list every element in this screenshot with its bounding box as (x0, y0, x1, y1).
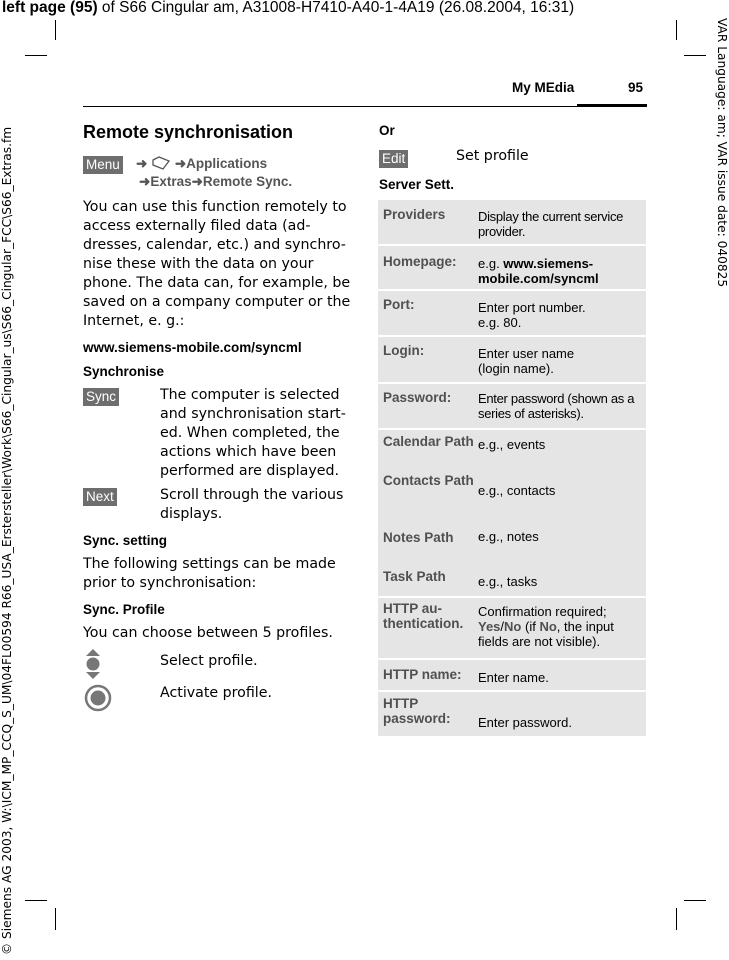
row-value: Enter password (shown as a series of asterisks). (478, 391, 635, 421)
row-value: Display the current service provider. (478, 209, 624, 239)
crop-mark (676, 908, 677, 930)
next-softkey (83, 486, 117, 506)
joystick-press-icon (84, 684, 112, 712)
row-value: e.g., tasks (478, 574, 538, 589)
row-key: Calendar Path (383, 434, 474, 449)
table-row (378, 430, 646, 598)
row-key: HTTP au-thentication. (383, 601, 464, 631)
value-prefix: e.g. (478, 256, 504, 271)
no-option: No (504, 619, 522, 634)
homepage-url: www.siemens-mobile.com/syncml (478, 256, 599, 286)
sync-description: The computer is selected and synchronisation start-ed. When completed, the actions which have been performed are displayed. (160, 387, 346, 479)
header-rule-thick (577, 104, 647, 107)
path-applications: Applications (186, 156, 268, 171)
row-key: Providers (383, 207, 446, 222)
variant-info: VAR Language: am; VAR issue date: 040825 (715, 18, 729, 288)
row-value: Enter name. (478, 670, 549, 685)
edit-softkey (379, 148, 408, 168)
row-key: Task Path (383, 569, 446, 584)
print-header (2, 0, 574, 17)
sync-profile-heading: Sync. Profile (83, 602, 165, 617)
header-rule (83, 106, 577, 107)
crop-mark (25, 55, 47, 56)
path-extras: Extras (150, 174, 192, 189)
arrow-icon: ➜ (191, 174, 203, 189)
value-line: Enter user name (478, 346, 575, 361)
copyright-path: © Siemens AG 2003, W:\ICM_MP_CCQ_S_UM\04FL00594 R66_USA_Erstersteller\Work\S66_Cingular_us\S66_Cingular_FCC\S66_Extras.fm (0, 126, 14, 955)
sync-setting-heading: Sync. setting (83, 533, 168, 548)
row-value: e.g., notes (478, 529, 539, 544)
edit-key: Edit (379, 150, 408, 168)
value-text: (if (521, 619, 540, 634)
crop-mark (55, 908, 56, 930)
menu-path-line2 (139, 174, 292, 190)
row-value (478, 256, 642, 286)
crop-mark (55, 20, 56, 40)
row-value: Enter password. (478, 715, 572, 730)
section-title: Remote synchronisation (83, 122, 294, 142)
sync-profile-text: You can choose between 5 profiles. (83, 625, 333, 641)
row-key: Login: (383, 343, 425, 358)
row-value: e.g., contacts (478, 483, 556, 498)
row-key: Port: (383, 297, 415, 312)
path-remote-sync: Remote Sync. (202, 174, 293, 189)
value-line: Enter port number. (478, 300, 586, 315)
table-row (378, 692, 646, 738)
row-value (478, 604, 642, 649)
arrow-icon: ➜ (139, 174, 151, 189)
row-value (478, 300, 642, 330)
page-side-label: left page (95) (2, 0, 98, 16)
server-settings-heading: Server Sett. (379, 177, 455, 192)
menu-key: Menu (83, 156, 123, 174)
yes-option: Yes (478, 619, 501, 634)
table-row (378, 337, 646, 384)
table-row (378, 200, 646, 246)
table-row (378, 291, 646, 337)
menu-path-line1 (136, 155, 267, 172)
running-head-section: My MEdia (512, 80, 575, 95)
table-row (378, 384, 646, 430)
row-key: Homepage: (383, 254, 457, 269)
row-key: Contacts Path (383, 473, 474, 488)
sync-setting-text: The following settings can be made prior to synchronisation: (83, 556, 336, 591)
row-key: Password: (383, 390, 452, 405)
sync-softkey (83, 386, 119, 406)
activate-profile-text: Activate profile. (160, 685, 272, 701)
table-row (378, 660, 646, 692)
navigation-key-icon (84, 648, 102, 680)
edit-description: Set profile (456, 148, 529, 164)
value-line: (login name). (478, 361, 554, 376)
table-row (378, 598, 646, 660)
select-profile-text: Select profile. (160, 653, 258, 669)
row-key: Notes Path (383, 530, 454, 545)
example-url: www.siemens-mobile.com/syncml (83, 340, 302, 355)
value-line: e.g. 80. (478, 315, 522, 330)
crop-mark (684, 55, 706, 56)
next-key: Next (83, 488, 117, 506)
arrow-icon: ➜ (136, 156, 148, 171)
menu-softkey (83, 154, 123, 174)
row-key: HTTP password: (383, 696, 451, 726)
arrow-icon: ➜ (174, 156, 187, 171)
crop-mark (684, 900, 706, 901)
synchronise-heading: Synchronise (83, 364, 165, 379)
server-settings-table (378, 200, 646, 738)
value-text: , the input fields are not visible). (478, 619, 614, 649)
row-value: e.g., events (478, 437, 546, 452)
crop-mark (25, 900, 47, 901)
crop-mark (676, 20, 677, 40)
no-option: No (539, 619, 557, 634)
intro-paragraph: You can use this function remotely to access externally filed data (ad-dresses, calendar, etc.) and synchro-nise these with the data on your phone. The data can, for example, be saved on a company computer or the Internet, e. g.: (83, 199, 351, 329)
value-text: / (500, 619, 505, 634)
or-label: Or (379, 123, 395, 138)
next-description: Scroll through the various displays. (160, 487, 344, 522)
sync-key: Sync (83, 388, 119, 406)
row-key: HTTP name: (383, 667, 462, 682)
extras-folder-icon (151, 155, 171, 171)
value-text: Confirmation required; (478, 604, 607, 619)
file-info: of S66 Cingular am, A31008-H7410-A40-1-4A19 (26.08.2004, 16:31) (97, 0, 575, 16)
page-number: 95 (628, 80, 644, 95)
row-value (478, 346, 642, 376)
table-row (378, 246, 646, 291)
